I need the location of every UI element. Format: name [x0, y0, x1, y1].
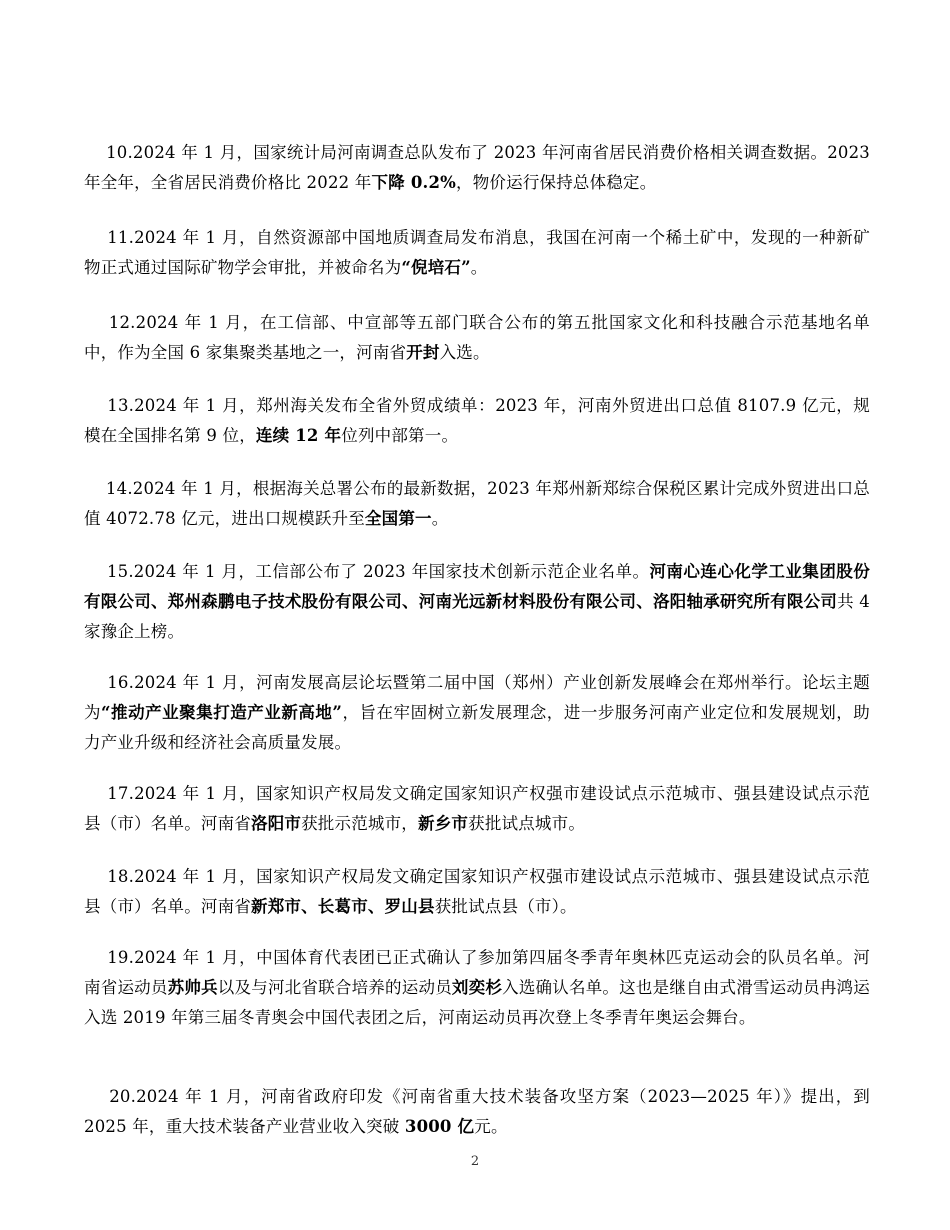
item-14-bold-1: 全国第一 — [364, 509, 432, 528]
item-10-text-2: ，物价运行保持总体稳定。 — [456, 173, 657, 192]
item-19-text-1: 19.2024 年 1 月，中国体育代表团已正式确认了参加第四届冬季青年奥林匹克运动会的队员名单。河南省运动员 — [84, 948, 871, 997]
item-19-text-3: 入选确认名单。这也是继自由式滑雪运动员冉鸿运入选 2019 年第三届冬青奥会中国代表团之后，河南运动员再次登上冬季青年奥运会舞台。 — [84, 978, 870, 1027]
item-19-text-2: 以及与河北省联合培养的运动员 — [217, 978, 452, 997]
item-18-text-2: 获批试点县（市）。 — [434, 897, 577, 916]
item-13-bold-1: 连续 12 年 — [255, 426, 342, 445]
item-10-text-1: 10.2024 年 1 月，国家统计局河南调查总队发布了 2023 年河南省居民消费价格相关调查数据。2023 年全年，全省居民消费价格比 2022 年 — [84, 143, 876, 192]
item-11-text-1: 11.2024 年 1 月，自然资源部中国地质调查局发布消息，我国在河南一个稀土矿中，发现的一种新矿物正式通过国际矿物学会审批，并被命名为 — [84, 228, 871, 277]
item-13-text-2: 位列中部第一。 — [341, 426, 459, 445]
item-20-text-2: 元。 — [474, 1117, 508, 1136]
item-18-text-1: 18.2024 年 1 月，国家知识产权局发文确定国家知识产权强市建设试点示范城市、强县建设试点示范县（市）名单。河南省 — [84, 867, 871, 916]
item-12-text-1: 12.2024 年 1 月，在工信部、中宣部等五部门联合公布的第五批国家文化和科技融合示范基地名单中，作为全国 6 家集聚类基地之一，河南省 — [84, 313, 871, 362]
item-16-text-2: ，旨在牢固树立新发展理念，进一步服务河南产业定位和发展规划，助力产业升级和经济社会高质量发展。 — [84, 703, 871, 752]
item-15-text-1: 15.2024 年 1 月，工信部公布了 2023 年国家技术创新示范企业名单。 — [106, 562, 650, 581]
item-13-text-1: 13.2024 年 1 月，郑州海关发布全省外贸成绩单：2023 年，河南外贸进出口总值 8107.9 亿元，规模在全国排名第 9 位， — [84, 396, 871, 445]
item-12-bold-1: 开封 — [406, 343, 440, 362]
item-11-text-2: 。 — [470, 258, 488, 277]
item-15-bold-1: 河南心连心化学工业集团股份有限公司、郑州森鹏电子技术股份有限公司、河南光远新材料股份有限公司、洛阳轴承研究所有限公司 — [84, 562, 870, 611]
news-item-19 — [84, 913, 870, 1063]
item-14-text-2: 。 — [431, 509, 449, 528]
item-16-text-1: 16.2024 年 1 月，河南发展高层论坛暨第二届中国（郑州）产业创新发展峰会在郑州举行。论坛主题为 — [84, 673, 871, 722]
item-20-text-1: 20.2024 年 1 月，河南省政府印发《河南省重大技术装备攻坚方案（2023—2025 年）》提出，到 2025 年，重大技术装备产业营业收入突破 — [84, 1087, 876, 1136]
item-16-bold-1: “推动产业聚集打造产业新高地” — [101, 703, 343, 722]
page-number: 2 — [470, 1154, 480, 1169]
item-17-text-3: 获批试点城市。 — [468, 814, 586, 833]
item-10-bold-1: 下降 0.2% — [371, 173, 457, 192]
item-18-bold-1: 新郑市、长葛市、罗山县 — [251, 897, 435, 916]
item-19-bold-2: 刘奕杉 — [451, 978, 503, 997]
item-17-text-1: 17.2024 年 1 月，国家知识产权局发文确定国家知识产权强市建设试点示范城市、强县建设试点示范县（市）名单。河南省 — [84, 784, 871, 833]
item-12-text-2: 入选。 — [439, 343, 490, 362]
item-14-text-1: 14.2024 年 1 月，根据海关总署公布的最新数据，2023 年郑州新郑综合保税区累计完成外贸进出口总值 4072.78 亿元，进出口规模跃升至 — [84, 479, 871, 528]
item-11-bold-1: “倪培石” — [401, 258, 471, 277]
item-20-bold-1: 3000 亿 — [404, 1117, 475, 1136]
item-17-text-2: 获批示范城市， — [301, 814, 419, 833]
item-15-text-2: 共 4 家豫企上榜。 — [84, 592, 876, 641]
item-17-bold-2: 新乡市 — [418, 814, 469, 833]
item-17-bold-1: 洛阳市 — [251, 814, 302, 833]
item-19-bold-1: 苏帅兵 — [167, 978, 218, 997]
